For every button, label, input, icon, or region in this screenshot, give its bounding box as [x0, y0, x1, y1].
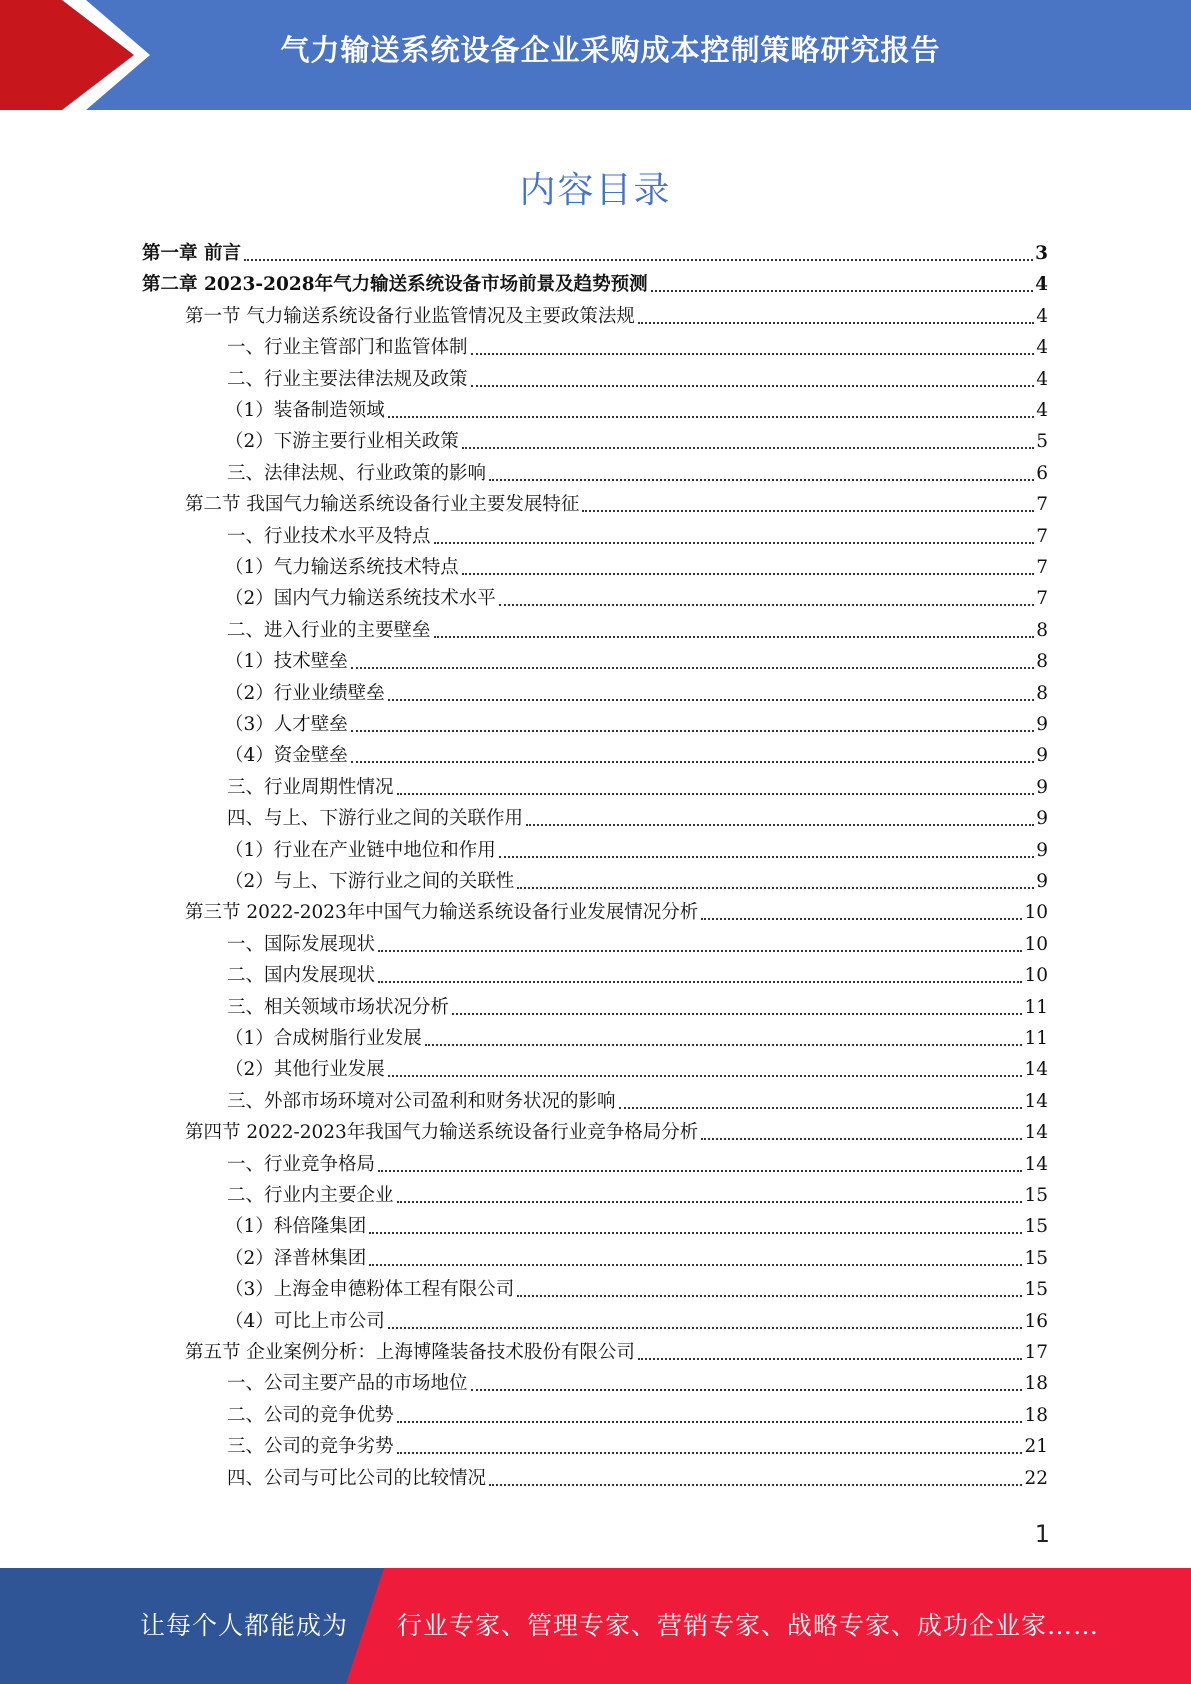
toc-leader-dots	[351, 761, 1034, 763]
toc-leader-dots	[489, 479, 1034, 481]
toc-entry[interactable]	[185, 1339, 1048, 1367]
toc-entry[interactable]	[227, 460, 1048, 488]
toc-entry[interactable]	[185, 1119, 1048, 1147]
toc-entry[interactable]	[227, 1402, 1048, 1430]
toc-leader-dots	[471, 1389, 1023, 1391]
toc-leader-dots	[701, 918, 1022, 920]
toc-entry-page: 15	[1024, 1216, 1048, 1238]
toc-leader-dots	[526, 824, 1034, 826]
toc-entry-title: 第一章 前言	[142, 243, 241, 264]
toc-leader-dots	[517, 887, 1034, 889]
toc-entry-page: 14	[1024, 1153, 1048, 1175]
toc-entry-title: 四、与上、下游行业之间的关联作用	[227, 808, 524, 830]
toc-entry-title: （1）行业在产业链中地位和作用	[225, 839, 496, 861]
toc-entry[interactable]	[225, 428, 1048, 456]
toc-entry-title: 一、行业技术水平及特点	[227, 525, 431, 547]
toc-entry-page: 7	[1036, 557, 1048, 578]
toc-leader-dots	[397, 1421, 1023, 1423]
toc-entry-title: 第二章 2023-2028年气力输送系统设备市场前景及趋势预测	[142, 274, 648, 296]
toc-leader-dots	[471, 353, 1035, 355]
toc-leader-dots	[388, 699, 1034, 701]
toc-leader-dots	[434, 542, 1035, 544]
toc-entry-title: 二、进入行业的主要壁垒	[227, 619, 431, 641]
toc-leader-dots	[397, 793, 1035, 795]
toc-entry-page: 5	[1036, 431, 1048, 453]
toc-leader-dots	[619, 1107, 1023, 1109]
footer-slogan-left: 让每个人都能成为	[140, 1611, 349, 1640]
toc-entry-title: 三、公司的竞争劣势	[227, 1436, 394, 1458]
toc-entry-page: 14	[1024, 1090, 1048, 1112]
toc-entry-page: 4	[1036, 368, 1048, 390]
toc-entry-title: （2）下游主要行业相关政策	[225, 431, 459, 453]
toc-entry[interactable]	[225, 868, 1048, 896]
toc-entry[interactable]	[185, 899, 1048, 927]
toc-leader-dots	[397, 1201, 1023, 1203]
footer-slogan-right: 行业专家、管理专家、营销专家、战略专家、成功企业家……	[397, 1611, 1100, 1640]
toc-entry-title: 一、行业主管部门和监管体制	[227, 337, 468, 359]
toc-entry-page: 15	[1024, 1247, 1048, 1269]
toc-entry[interactable]	[227, 1370, 1048, 1398]
toc-leader-dots	[701, 1138, 1022, 1140]
toc-entry-title: 三、法律法规、行业政策的影响	[227, 462, 487, 484]
page-footer	[0, 1568, 1191, 1684]
toc-entry-title: （4）资金壁垒	[225, 745, 348, 767]
toc-entry[interactable]	[227, 931, 1048, 959]
toc-entry[interactable]	[227, 1182, 1048, 1210]
toc-leader-dots	[351, 730, 1034, 732]
toc-entry-title: （1）合成树脂行业发展	[225, 1028, 422, 1049]
toc-entry-page: 6	[1036, 462, 1048, 484]
toc-leader-dots	[388, 416, 1034, 418]
toc-leader-dots	[499, 604, 1034, 606]
toc-entry-title: （1）装备制造领域	[225, 400, 385, 421]
toc-entry-page: 15	[1024, 1185, 1048, 1206]
toc-entry-title: 第四节 2022-2023年我国气力输送系统设备行业竞争格局分析	[185, 1122, 699, 1144]
toc-leader-dots	[388, 1075, 1023, 1077]
toc-leader-dots	[638, 1358, 1023, 1360]
toc-entry[interactable]	[227, 962, 1048, 990]
toc-entry-page: 10	[1024, 965, 1048, 987]
toc-entry-title: （4）可比上市公司	[225, 1310, 385, 1332]
toc-leader-dots	[471, 385, 1035, 387]
toc-entry-title: 一、公司主要产品的市场地位	[227, 1373, 468, 1395]
toc-leader-dots	[462, 573, 1034, 575]
toc-leader-dots	[651, 290, 1034, 292]
toc-entry-title: 二、公司的竞争优势	[227, 1404, 394, 1426]
toc-entry-page: 7	[1036, 588, 1048, 610]
toc-entry-title: （2）国内气力输送系统技术水平	[225, 588, 496, 610]
toc-entry-page: 8	[1036, 619, 1048, 641]
toc-entry-title: 第五节 企业案例分析：上海博隆装备技术股份有限公司	[185, 1342, 635, 1363]
page-number: 1	[1034, 1520, 1050, 1548]
toc-entry-title: 三、行业周期性情况	[227, 776, 394, 798]
toc-leader-dots	[369, 1232, 1022, 1234]
toc-entry-page: 9	[1036, 871, 1048, 892]
toc-entry[interactable]	[225, 680, 1048, 708]
toc-entry[interactable]	[227, 1433, 1048, 1461]
toc-entry[interactable]	[227, 523, 1048, 551]
toc-entry-page: 9	[1036, 808, 1048, 830]
toc-leader-dots	[378, 1170, 1022, 1172]
toc-entry[interactable]	[227, 1465, 1048, 1493]
toc-entry-page: 7	[1036, 525, 1048, 547]
toc-entry-title: （2）泽普林集团	[225, 1247, 367, 1269]
toc-entry-page: 7	[1036, 494, 1048, 516]
toc-entry[interactable]	[227, 805, 1048, 833]
toc-entry-page: 11	[1024, 996, 1048, 1018]
toc-entry[interactable]	[225, 1025, 1048, 1053]
toc-leader-dots	[244, 259, 1033, 261]
toc-leader-dots	[638, 322, 1034, 324]
toc-entry-page: 18	[1024, 1404, 1048, 1426]
toc-entry-page: 17	[1024, 1342, 1048, 1363]
toc-entry[interactable]	[225, 1276, 1048, 1304]
toc-leader-dots	[499, 856, 1034, 858]
toc-entry-page: 8	[1036, 651, 1048, 673]
toc-entry-title: （2）与上、下游行业之间的关联性	[225, 871, 515, 892]
toc-leader-dots	[378, 981, 1022, 983]
toc-entry[interactable]	[227, 1151, 1048, 1179]
toc-entry-title: 第二节 我国气力输送系统设备行业主要发展特征	[185, 494, 580, 516]
toc-entry-page: 9	[1036, 714, 1048, 735]
toc-leader-dots	[489, 1484, 1022, 1486]
toc-leader-dots	[397, 1452, 1023, 1454]
toc-entry-title: 第三节 2022-2023年中国气力输送系统设备行业发展情况分析	[185, 902, 699, 924]
toc-entry-page: 10	[1024, 933, 1048, 955]
toc-entry[interactable]	[227, 617, 1048, 645]
toc-entry[interactable]	[227, 774, 1048, 802]
toc-entry[interactable]	[225, 648, 1048, 676]
toc-entry-title: （3）上海金申德粉体工程有限公司	[225, 1279, 515, 1301]
toc-entry-page: 4	[1035, 274, 1048, 296]
toc-entry[interactable]	[142, 271, 1048, 299]
toc-leader-dots	[452, 1013, 1022, 1015]
toc-entry[interactable]	[225, 1056, 1048, 1084]
toc-entry-title: （2）其他行业发展	[225, 1059, 385, 1081]
toc-leader-dots	[462, 447, 1034, 449]
toc-leader-dots	[434, 636, 1035, 638]
toc-entry-title: 一、国际发展现状	[227, 933, 376, 955]
toc-entry-page: 11	[1024, 1028, 1048, 1049]
toc-heading: 内容目录	[519, 170, 672, 211]
toc-entry-page: 14	[1024, 1059, 1048, 1081]
toc-entry-title: 一、行业竞争格局	[227, 1153, 376, 1175]
report-title: 气力输送系统设备企业采购成本控制策略研究报告	[280, 33, 941, 67]
toc-entry-title: 三、外部市场环境对公司盈利和财务状况的影响	[227, 1090, 616, 1112]
toc-entry-page: 9	[1036, 839, 1048, 861]
toc-entry-title: 二、行业主要法律法规及政策	[227, 368, 468, 390]
toc-entry-page: 14	[1024, 1122, 1048, 1144]
toc-entry-title: （1）技术壁垒	[225, 651, 348, 673]
toc-entry-title: 二、行业内主要企业	[227, 1185, 394, 1206]
toc-entry-page: 9	[1036, 745, 1048, 767]
page-header	[0, 0, 1191, 110]
toc-entry-page: 22	[1024, 1467, 1048, 1489]
toc-entry-page: 4	[1036, 400, 1048, 421]
toc-entry-page: 8	[1036, 682, 1048, 704]
toc-leader-dots	[425, 1044, 1023, 1046]
toc-entry[interactable]	[225, 742, 1048, 770]
toc-leader-dots	[517, 1295, 1022, 1297]
toc-entry-title: （2）行业业绩壁垒	[225, 682, 385, 704]
toc-entry-title: 三、相关领域市场状况分析	[227, 996, 450, 1018]
toc-entry-title: 第一节 气力输送系统设备行业监管情况及主要政策法规	[185, 305, 635, 327]
toc-leader-dots	[369, 1264, 1022, 1266]
toc-entry[interactable]	[225, 1245, 1048, 1273]
toc-entry[interactable]	[227, 994, 1048, 1022]
toc-entry-page: 4	[1036, 337, 1048, 359]
toc-entry[interactable]	[227, 366, 1048, 394]
toc-leader-dots	[388, 1327, 1023, 1329]
toc-entry-title: 二、国内发展现状	[227, 965, 376, 987]
toc-leader-dots	[351, 667, 1034, 669]
toc-entry[interactable]	[225, 554, 1048, 582]
toc-entry-title: （1）气力输送系统技术特点	[225, 557, 459, 578]
toc-entry[interactable]	[225, 711, 1048, 739]
toc-entry[interactable]	[225, 837, 1048, 865]
toc-entry[interactable]	[225, 1213, 1048, 1241]
toc-leader-dots	[378, 950, 1022, 952]
toc-entry-page: 16	[1024, 1310, 1048, 1332]
toc-entry[interactable]	[185, 491, 1048, 519]
toc-entry[interactable]	[225, 1308, 1048, 1336]
toc-entry-title: （1）科倍隆集团	[225, 1216, 367, 1238]
toc-entry[interactable]	[227, 1088, 1048, 1116]
toc-entry-page: 18	[1024, 1373, 1048, 1395]
toc-leader-dots	[582, 510, 1034, 512]
toc-entry[interactable]	[227, 334, 1048, 362]
toc-entry[interactable]	[185, 303, 1048, 331]
toc-entry-title: （3）人才壁垒	[225, 714, 348, 735]
toc-entry-page: 9	[1036, 776, 1048, 798]
toc-entry-page: 3	[1035, 243, 1048, 264]
toc-entry[interactable]	[225, 585, 1048, 613]
toc-entry[interactable]	[142, 240, 1048, 268]
toc-entry-page: 21	[1024, 1436, 1048, 1458]
toc-entry-title: 四、公司与可比公司的比较情况	[227, 1467, 487, 1489]
toc-entry-page: 10	[1024, 902, 1048, 924]
toc-entry[interactable]	[225, 397, 1048, 425]
toc-entry-page: 4	[1036, 305, 1048, 327]
toc-entry-page: 15	[1024, 1279, 1048, 1301]
